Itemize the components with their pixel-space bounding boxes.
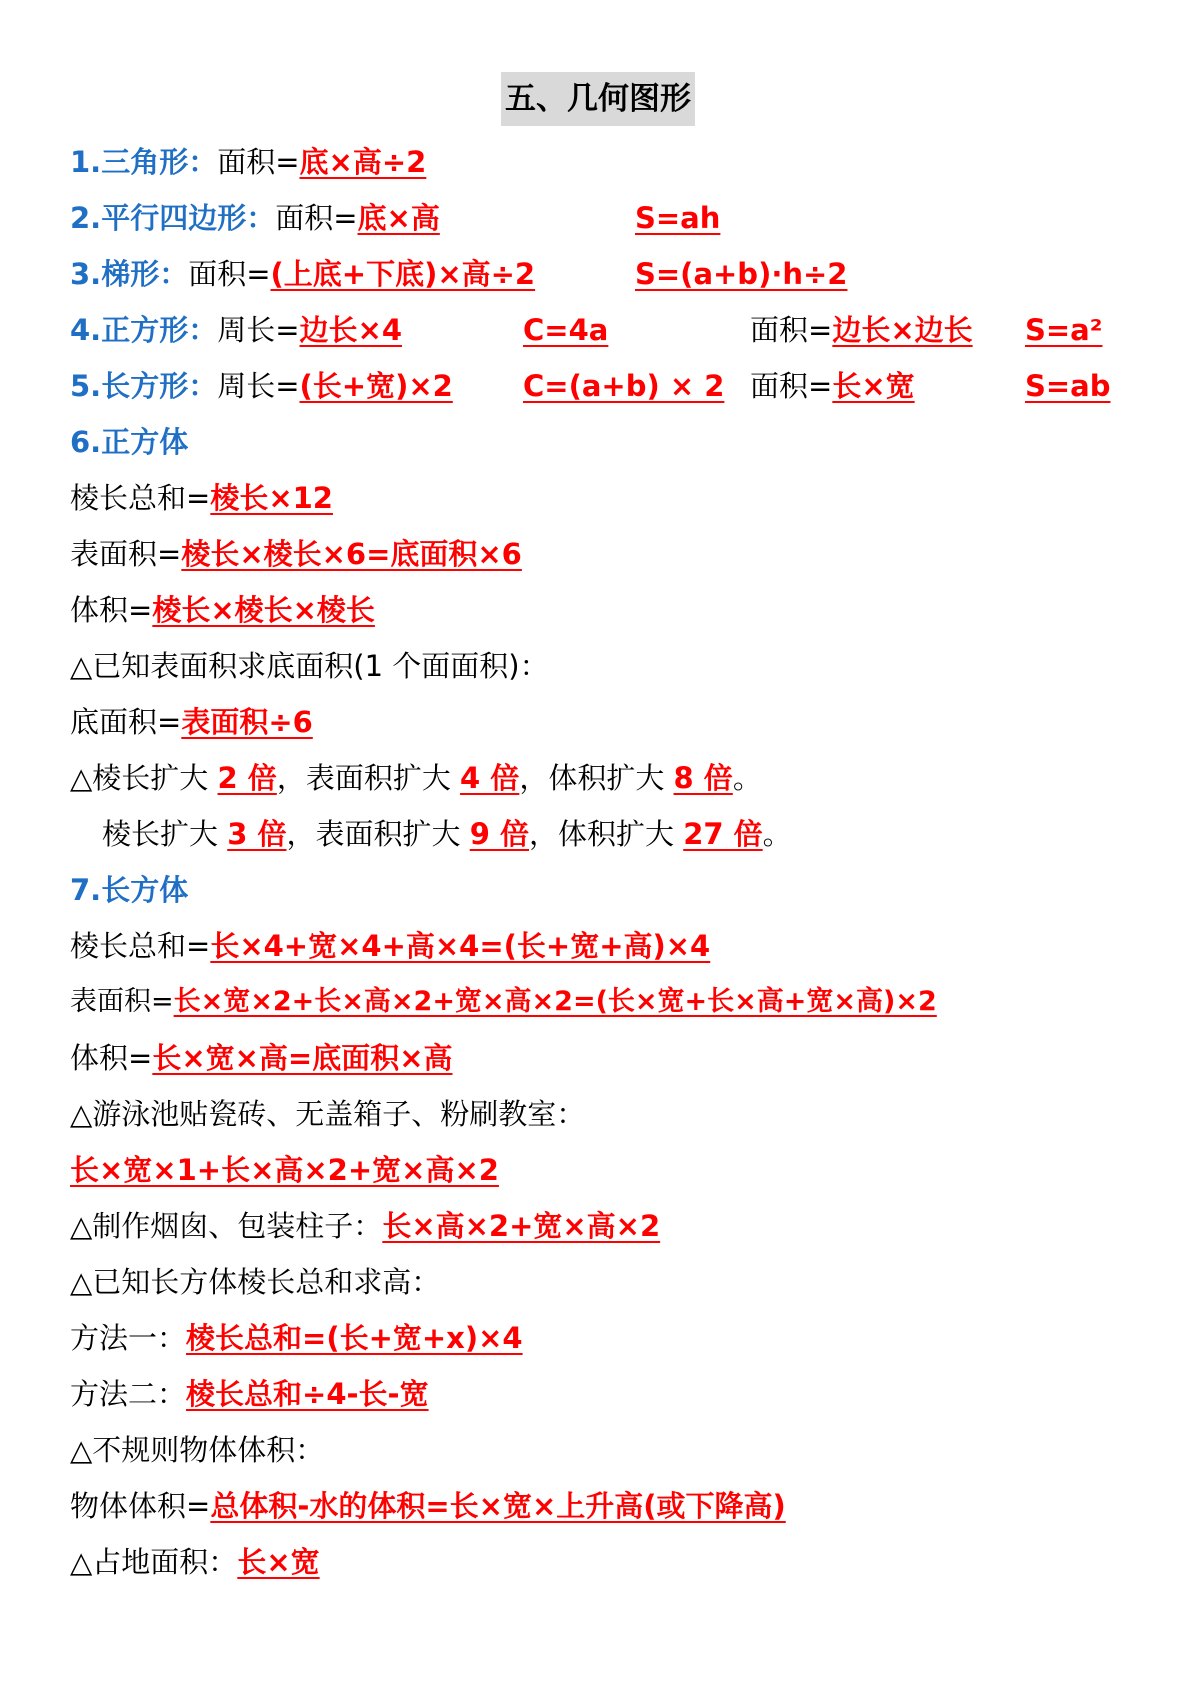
cuboid-edge-sum-row (70, 924, 710, 968)
rectangle-perimeter-formula-cell (523, 364, 724, 408)
scale-answer: 2 倍 (217, 761, 277, 795)
cube-base-area-note: △已知表面积求底面积(1 个面面积)： (70, 649, 549, 683)
method-two-label: 方法二： (70, 1377, 187, 1411)
method-one-label: 方法一： (70, 1321, 187, 1355)
rectangle-row (70, 364, 453, 408)
square-heading: 4.正方形： (70, 313, 218, 347)
find-height-note: △已知长方体棱长总和求高： (70, 1265, 441, 1299)
triangle-area-label: 面积= (217, 145, 300, 179)
parallelogram-area-answer: 底×高 (357, 201, 440, 235)
square-area-formula: S=a² (1025, 313, 1103, 347)
parallelogram-heading: 2.平行四边形： (70, 201, 276, 235)
triangle-heading: 1.三角形： (70, 145, 218, 179)
chimney-row (70, 1204, 660, 1248)
square-area-formula-cell (1025, 308, 1102, 352)
trapezoid-row (70, 252, 535, 296)
rectangle-perimeter-answer: (长+宽)×2 (299, 369, 453, 403)
scale-text: 棱长扩大 (102, 817, 228, 851)
cube-volume-answer: 棱长×棱长×棱长 (152, 593, 375, 627)
cuboid-surface-row (70, 980, 937, 1024)
square-perimeter-formula: C=4a (523, 313, 609, 347)
cube-scale-row-1 (70, 756, 762, 800)
open-box-note: △游泳池贴瓷砖、无盖箱子、粉刷教室： (70, 1097, 586, 1131)
cube-surface-row (70, 532, 522, 576)
rectangle-area-formula: S=ab (1025, 369, 1111, 403)
irregular-volume-row (70, 1484, 786, 1528)
rectangle-area-label: 面积= (750, 369, 833, 403)
scale-answer: 27 倍 (683, 817, 763, 851)
rectangle-heading: 5.长方形： (70, 369, 218, 403)
scale-text: ，体积扩大 (519, 761, 674, 795)
open-box-row (70, 1148, 499, 1192)
irregular-volume-note: △不规则物体体积： (70, 1433, 325, 1467)
trapezoid-heading: 3.梯形： (70, 257, 189, 291)
cuboid-heading: 7.长方体 (70, 873, 189, 907)
cuboid-volume-row (70, 1036, 453, 1080)
irregular-volume-label: 物体体积= (70, 1489, 211, 1523)
cube-base-area-row (70, 700, 313, 744)
cube-scale-row-2 (102, 812, 792, 856)
parallelogram-row (70, 196, 440, 240)
trapezoid-formula-cell (635, 252, 847, 296)
scale-text: ，体积扩大 (529, 817, 684, 851)
rectangle-area-answer: 长×宽 (832, 369, 915, 403)
floor-area-row (70, 1540, 320, 1584)
cuboid-surface-answer: 长×宽×2+长×高×2+宽×高×2=(长×宽+长×高+宽×高)×2 (173, 986, 937, 1017)
scale-text: ，表面积扩大 (286, 817, 470, 851)
rectangle-area-cell (750, 364, 915, 408)
floor-area-answer: 长×宽 (237, 1545, 320, 1579)
open-box-answer: 长×宽×1+长×高×2+宽×高×2 (70, 1153, 499, 1187)
triangle-row (70, 140, 426, 184)
triangle-area-answer: 底×高÷2 (299, 145, 427, 179)
scale-answer: 4 倍 (460, 761, 520, 795)
scale-answer: 9 倍 (469, 817, 529, 851)
scale-text: △棱长扩大 (70, 761, 218, 795)
cube-base-area-label: 底面积= (70, 705, 182, 739)
square-area-answer: 边长×边长 (832, 313, 973, 347)
cuboid-volume-label: 体积= (70, 1041, 153, 1075)
parallelogram-area-label: 面积= (275, 201, 358, 235)
rectangle-perimeter-label: 周长= (217, 369, 300, 403)
square-perimeter-answer: 边长×4 (299, 313, 402, 347)
square-area-label: 面积= (750, 313, 833, 347)
cube-heading: 6.正方体 (70, 425, 189, 459)
method-two-answer: 棱长总和÷4-长-宽 (186, 1377, 429, 1411)
scale-answer: 8 倍 (673, 761, 733, 795)
rectangle-area-formula-cell (1025, 364, 1111, 408)
method-one-answer: 棱长总和=(长+宽+x)×4 (186, 1321, 523, 1355)
chimney-answer: 长×高×2+宽×高×2 (382, 1209, 661, 1243)
method-two-row (70, 1372, 429, 1416)
square-perimeter-label: 周长= (217, 313, 300, 347)
cube-volume-label: 体积= (70, 593, 153, 627)
method-one-row (70, 1316, 523, 1360)
cuboid-volume-answer: 长×宽×高=底面积×高 (152, 1041, 453, 1075)
floor-area-label: △占地面积： (70, 1545, 238, 1579)
section-title: 五、几何图形 (501, 72, 695, 126)
trapezoid-area-answer: (上底+下底)×高÷2 (270, 257, 536, 291)
parallelogram-formula-cell (635, 196, 720, 240)
cuboid-surface-label: 表面积= (70, 986, 174, 1017)
square-area-cell (750, 308, 973, 352)
cube-edge-sum-row (70, 476, 333, 520)
cube-surface-label: 表面积= (70, 537, 182, 571)
trapezoid-formula: S=(a+b)·h÷2 (635, 257, 848, 291)
parallelogram-formula: S=ah (635, 201, 721, 235)
chimney-label: △制作烟囱、包装柱子： (70, 1209, 383, 1243)
cube-base-area-answer: 表面积÷6 (181, 705, 313, 739)
square-row (70, 308, 402, 352)
rectangle-perimeter-formula: C=(a+b) × 2 (523, 369, 725, 403)
cube-volume-row (70, 588, 375, 632)
cuboid-edge-sum-label: 棱长总和= (70, 929, 211, 963)
irregular-volume-answer: 总体积-水的体积=长×宽×上升高(或下降高) (210, 1489, 786, 1523)
scale-answer: 3 倍 (227, 817, 287, 851)
scale-text: 。 (732, 761, 762, 795)
cube-edge-sum-answer: 棱长×12 (210, 481, 333, 515)
cube-edge-sum-label: 棱长总和= (70, 481, 211, 515)
scale-text: 。 (762, 817, 792, 851)
scale-text: ，表面积扩大 (276, 761, 461, 795)
cube-surface-answer: 棱长×棱长×6=底面积×6 (181, 537, 522, 571)
square-perimeter-formula-cell (523, 308, 608, 352)
cuboid-edge-sum-answer: 长×4+宽×4+高×4=(长+宽+高)×4 (210, 929, 711, 963)
trapezoid-area-label: 面积= (188, 257, 271, 291)
